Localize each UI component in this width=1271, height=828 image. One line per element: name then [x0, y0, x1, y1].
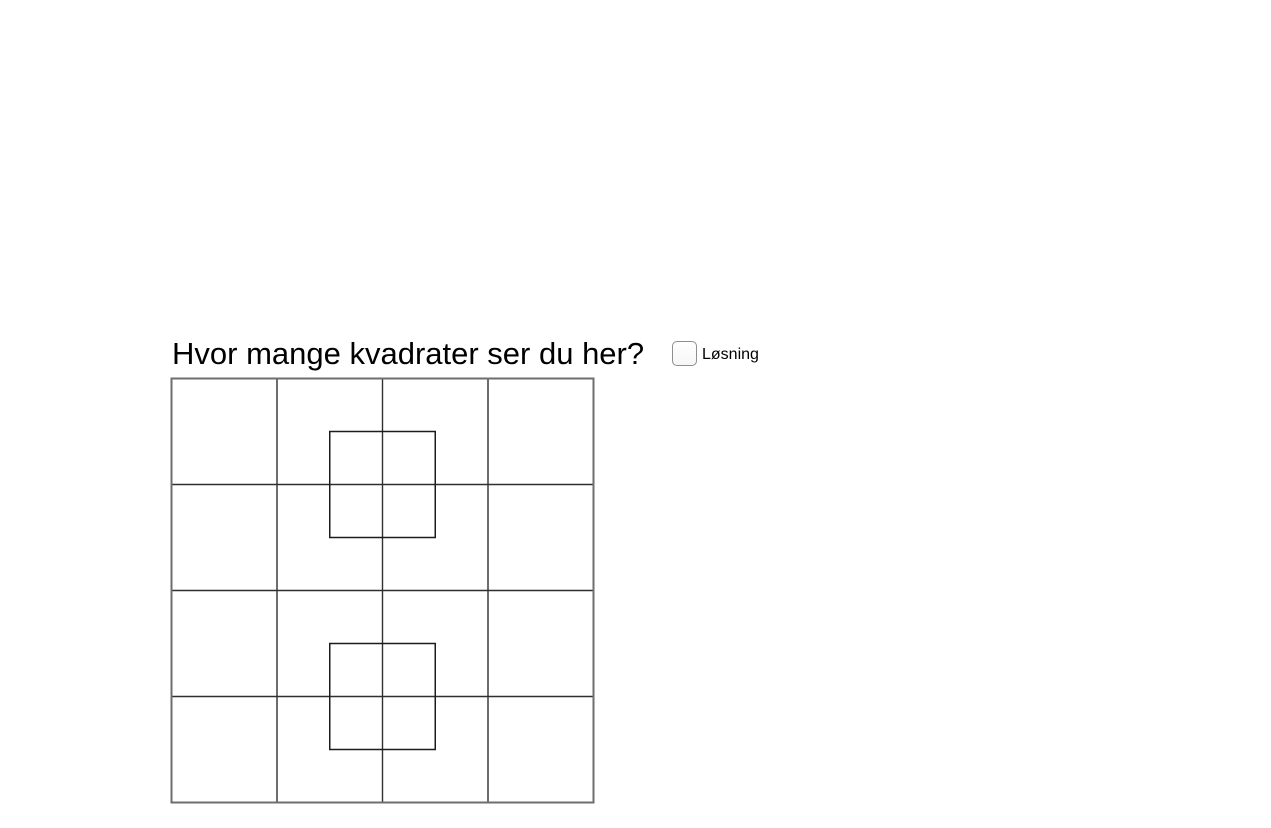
solution-checkbox-group[interactable]: [672, 341, 759, 366]
solution-checkbox-label[interactable]: Løsning: [702, 345, 759, 363]
question-title: Hvor mange kvadrater ser du her?: [172, 336, 645, 371]
solution-checkbox[interactable]: [672, 341, 697, 366]
